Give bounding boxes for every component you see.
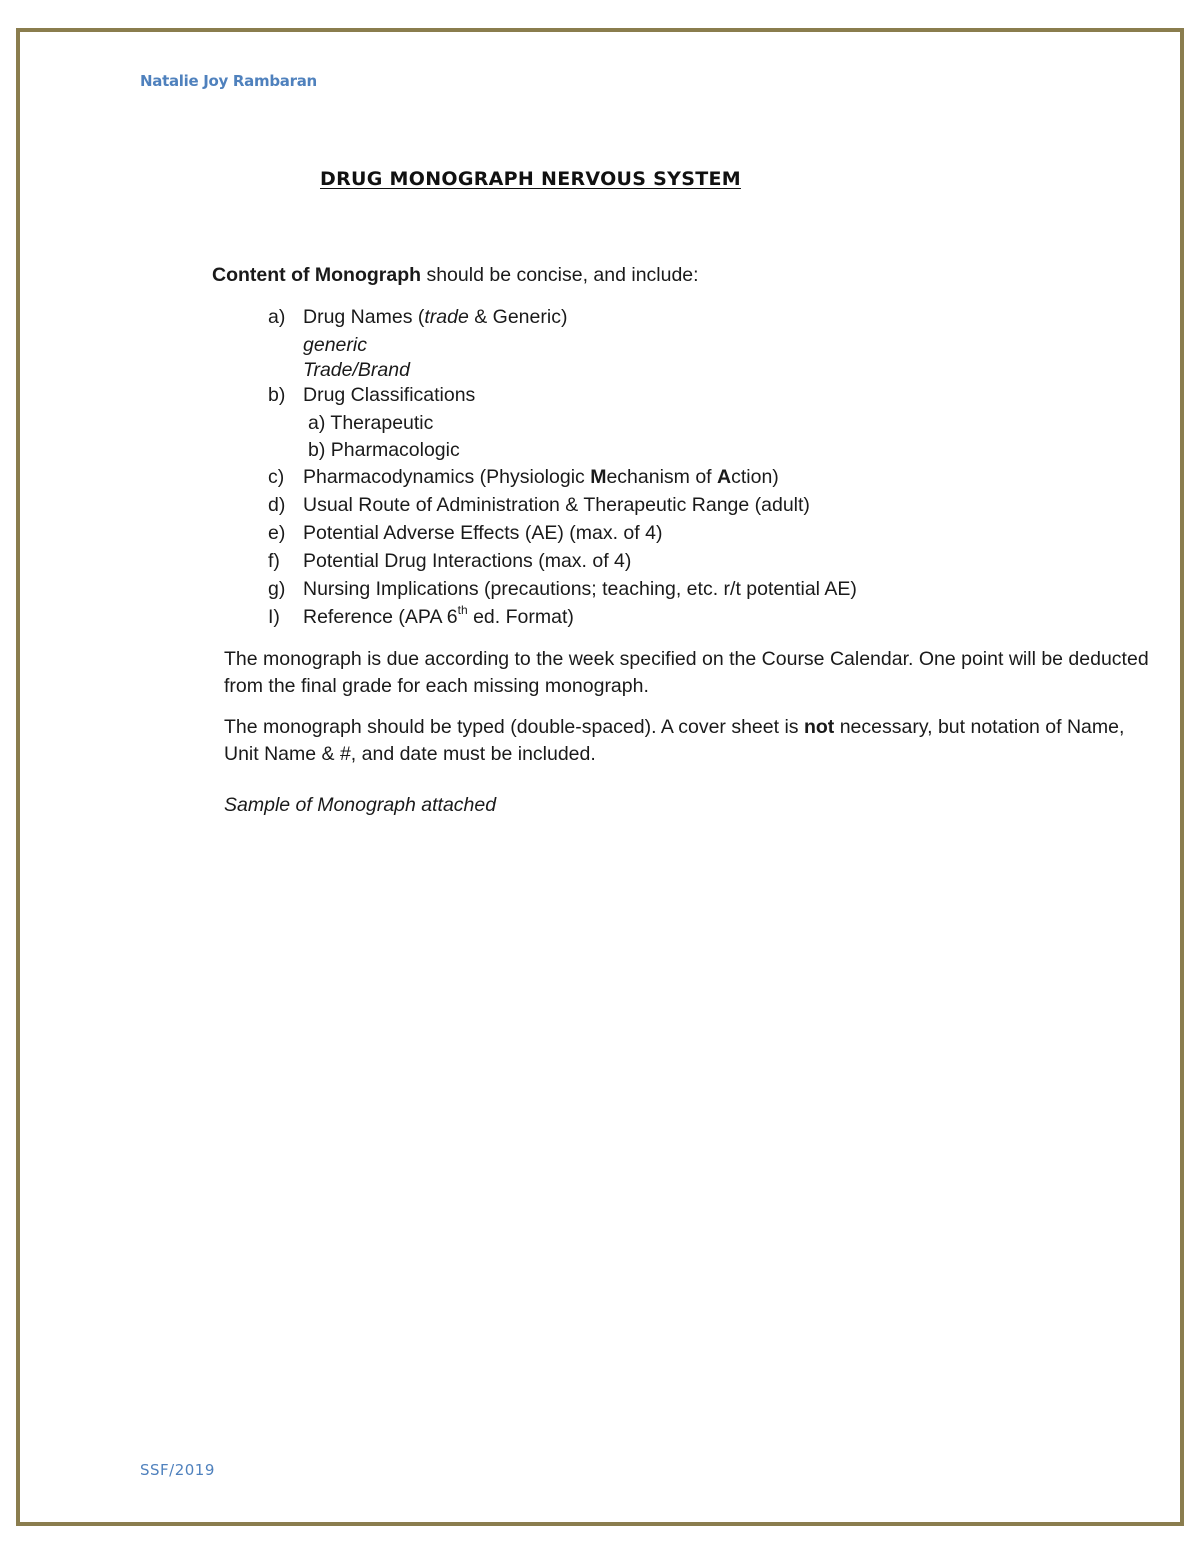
- list-subitem-text: Trade/Brand: [303, 359, 410, 381]
- list-text-bold: M: [590, 466, 607, 488]
- list-text: Nursing Implications (precautions; teaching, etc. r/t potential AE): [303, 578, 857, 600]
- format-paragraph: [224, 714, 1154, 768]
- list-text: Pharmacodynamics (Physiologic: [303, 466, 591, 488]
- intro-line: [212, 264, 699, 287]
- list-marker: c): [268, 466, 285, 488]
- list-text: echanism of: [606, 466, 718, 488]
- list-marker: f): [268, 550, 280, 572]
- list-subitem-text: b) Pharmacologic: [308, 439, 460, 461]
- list-text-italic: trade: [424, 306, 469, 328]
- footer-code: SSF/2019: [140, 1461, 215, 1479]
- header-author-name: Natalie Joy Rambaran: [140, 72, 317, 90]
- format-text: The monograph should be typed (double-spaced). A cover sheet is: [224, 716, 804, 738]
- list-text: & Generic): [468, 306, 568, 328]
- list-text: Drug Names (: [303, 306, 425, 328]
- list-text: Usual Route of Administration & Therapeutic Range (adult): [303, 494, 810, 516]
- list-marker: a): [268, 306, 286, 328]
- due-date-paragraph: The monograph is due according to the week specified on the Course Calendar. One point will be deducted from the final grade for each missing monograph.: [224, 648, 1149, 697]
- page-border: [16, 28, 1184, 1526]
- intro-bold-monograph: Monograph: [314, 264, 422, 286]
- list-marker: g): [268, 578, 286, 600]
- list-text: Potential Drug Interactions (max. of 4): [303, 550, 632, 572]
- list-marker: d): [268, 494, 286, 516]
- list-text: ction): [731, 466, 779, 488]
- sample-note: Sample of Monograph attached: [224, 794, 497, 816]
- document-title: DRUG MONOGRAPH NERVOUS SYSTEM: [320, 168, 741, 190]
- intro-rest: should be concise, and include:: [421, 264, 699, 286]
- list-text: Reference (APA 6: [303, 606, 458, 628]
- list-subitem-text: generic: [303, 334, 367, 356]
- list-marker: e): [268, 522, 286, 544]
- list-text-bold: A: [717, 466, 732, 488]
- list-text: Drug Classifications: [303, 384, 476, 406]
- list-text: ed. Format): [467, 606, 574, 628]
- superscript-th: th: [457, 602, 468, 617]
- list-marker: b): [268, 384, 286, 406]
- list-marker: I): [268, 606, 280, 628]
- intro-bold-content: Content of: [212, 264, 315, 286]
- list-subitem-text: a) Therapeutic: [308, 412, 434, 434]
- format-bold-not: not: [803, 716, 835, 738]
- list-text: Potential Adverse Effects (AE) (max. of 4): [303, 522, 663, 544]
- format-text: necessary, but notation of Name, Unit Name & #, and date must be included.: [224, 716, 1125, 765]
